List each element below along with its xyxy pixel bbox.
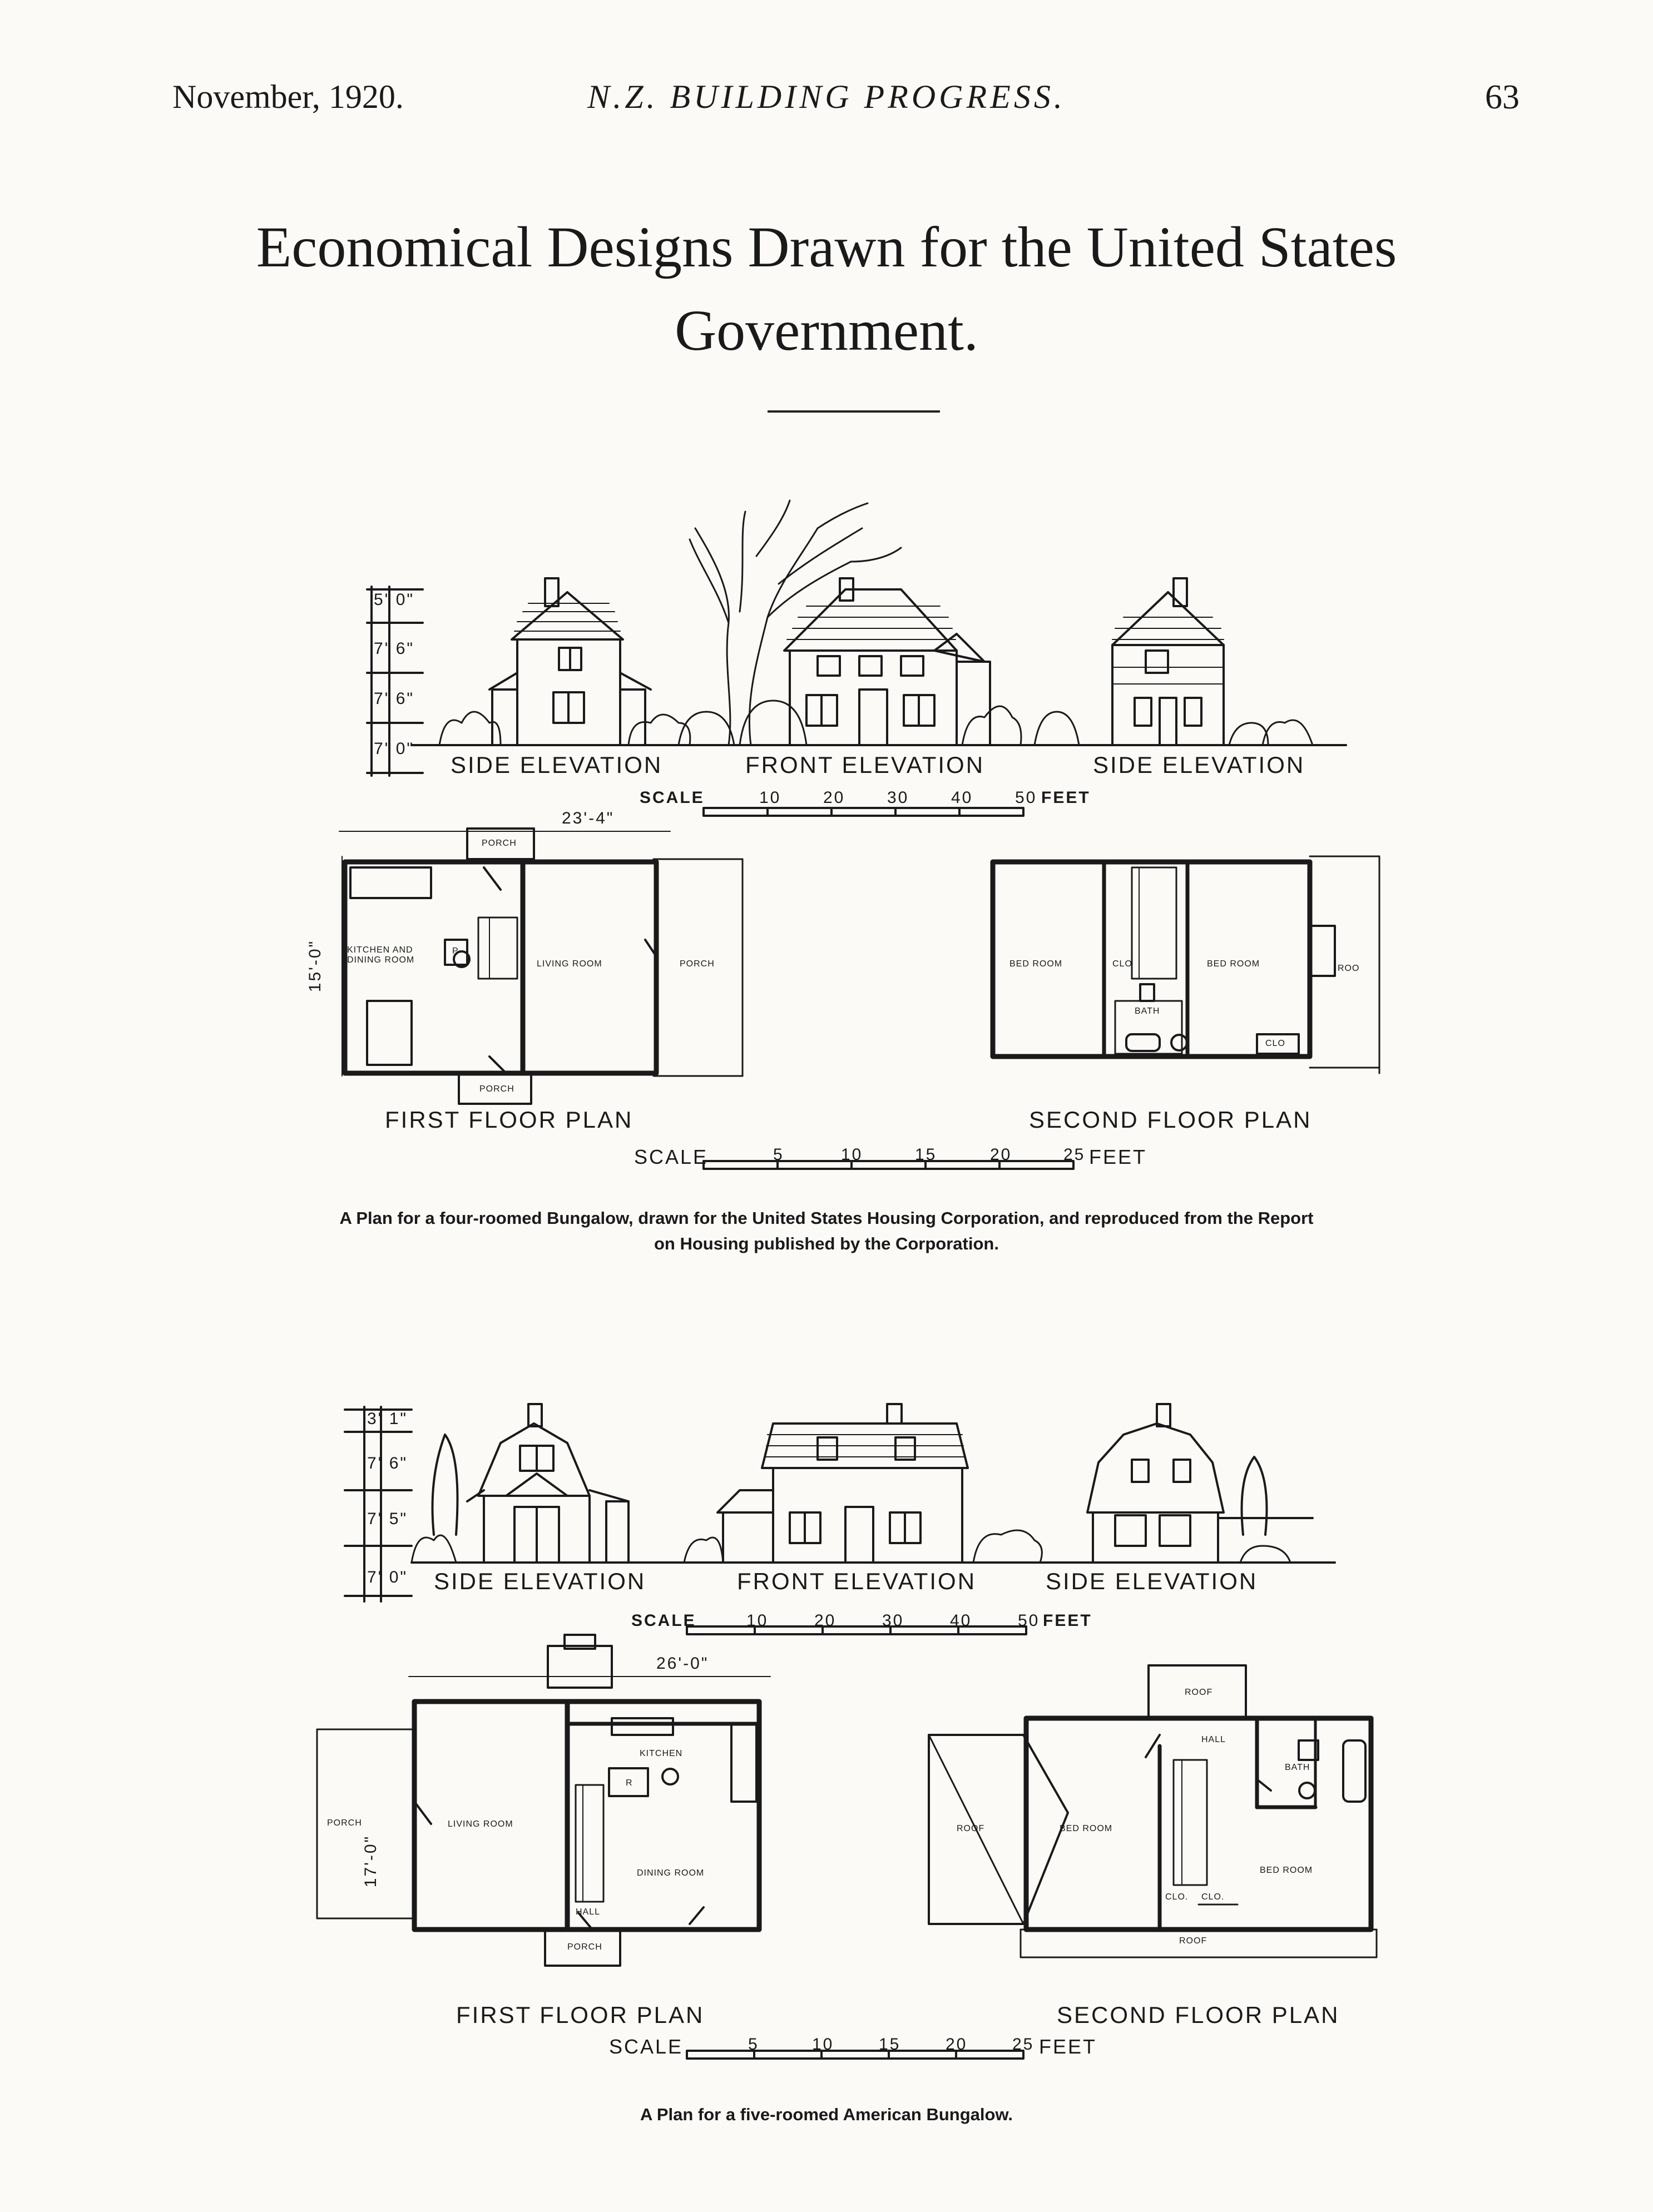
- page-number: 63: [1485, 78, 1520, 116]
- plan1-front-elevation-label: FRONT ELEVATION: [745, 752, 985, 778]
- plan1-caption-line-1: A Plan for a four-roomed Bungalow, drawn for the United States Housing Corporation, and reproduced from the Report: [339, 1208, 1314, 1228]
- plan1-roof-label: ROO: [1338, 964, 1360, 973]
- plan1-plan-scale-tick-15: 15: [915, 1145, 937, 1164]
- plan2-bed-room-right-label: BED ROOM: [1260, 1866, 1313, 1875]
- plan2-height-mark-3: 7' 5": [367, 1510, 408, 1528]
- plan2-hall-label: HALL: [576, 1907, 601, 1917]
- plan1-elev-scale-tick-20: 20: [823, 788, 845, 807]
- plan2-hall-upper-label: HALL: [1201, 1735, 1226, 1744]
- plan1-width-dimension: 23'-4": [562, 809, 615, 827]
- plan2-second-floor-title: SECOND FLOOR PLAN: [1057, 2002, 1340, 2028]
- plan2-side-elevation-left: [433, 1404, 629, 1563]
- plan2-elev-scale-tick-20: 20: [814, 1611, 837, 1630]
- plan2-side-elevation-left-label: SIDE ELEVATION: [434, 1568, 646, 1594]
- plan1-plan-scale-tick-5: 5: [773, 1145, 784, 1164]
- plan1-caption: [0, 1206, 1653, 1257]
- plan1-height-mark-3: 7' 6": [374, 690, 415, 708]
- plan1-bed-room-left-label: BED ROOM: [1009, 959, 1063, 969]
- plan1-plan-scale-tick-25: 25: [1063, 1145, 1086, 1164]
- article-title-line-1: Economical Designs Drawn for the United States: [256, 215, 1397, 279]
- plan1-side-elevation-left: [489, 578, 651, 745]
- plan2-elev-scale-tick-40: 40: [950, 1611, 972, 1630]
- plan1-front-elevation: [784, 578, 990, 745]
- plan1-second-floor-title: SECOND FLOOR PLAN: [1029, 1107, 1312, 1133]
- plan2-clo-2-label: CLO.: [1201, 1892, 1225, 1902]
- journal-title: N.Z. BUILDING PROGRESS.: [587, 78, 1066, 115]
- plan1-pantry-label: P: [452, 946, 459, 956]
- plan2-height-mark-1: 3' 1": [367, 1410, 408, 1428]
- plan1-kitchen-label-line-1: KITCHEN AND: [347, 945, 413, 955]
- plan1-height-mark-1: 5' 0": [374, 591, 415, 609]
- plan1-elev-scale-label: SCALE: [640, 788, 705, 807]
- issue-date: November, 1920.: [172, 78, 404, 115]
- plan2-dining-room-label: DINING ROOM: [637, 1868, 705, 1878]
- plan2-roof-bottom-label: ROOF: [1179, 1936, 1207, 1946]
- plan1-living-room-label: LIVING ROOM: [537, 959, 602, 969]
- plan2-elev-scale-tick-10: 10: [746, 1611, 769, 1630]
- plan2-porch-bottom-label: PORCH: [567, 1942, 602, 1952]
- plan2-kitchen-label: KITCHEN: [640, 1749, 683, 1758]
- plan2-plan-scale-unit: FEET: [1039, 2035, 1097, 2058]
- plan1-porch-top-label: PORCH: [482, 839, 517, 848]
- plan1-tree: [690, 500, 901, 745]
- plan2-living-room-label: LIVING ROOM: [448, 1819, 513, 1829]
- plan1-height-mark-4: 7' 0": [374, 740, 415, 758]
- plan2-side-elevation-right-label: SIDE ELEVATION: [1046, 1568, 1258, 1594]
- plan2-porch-side-label: PORCH: [327, 1818, 362, 1828]
- plan2-plan-scale-bar: [687, 2051, 1023, 2059]
- plan1-plan-scale-tick-20: 20: [990, 1145, 1012, 1164]
- plan2-plan-scale-tick-10: 10: [812, 2035, 834, 2054]
- plan1-elev-scale-tick-10: 10: [759, 788, 781, 807]
- plan2-front-elevation-label: FRONT ELEVATION: [737, 1568, 977, 1594]
- plan1-clo-label: CLO: [1112, 959, 1132, 969]
- plan2-plan-scale-tick-20: 20: [946, 2035, 968, 2054]
- plan1-height-mark-2: 7' 6": [374, 639, 415, 658]
- plan1-plan-scale-bar: [704, 1161, 1073, 1169]
- plan1-elev-scale-tick-50: 50: [1015, 788, 1037, 807]
- plan2-height-mark-4: 7' 0": [367, 1568, 408, 1586]
- plan1-side-elevation-right-label: SIDE ELEVATION: [1093, 752, 1305, 778]
- plan1-elev-scale-unit: FEET: [1041, 788, 1091, 807]
- plan2-elev-scale-tick-30: 30: [882, 1611, 904, 1630]
- plan1-kitchen-label-line-2: DINING ROOM: [347, 955, 415, 965]
- plan1-elev-scale-tick-30: 30: [887, 788, 909, 807]
- plan2-roof-left-label: ROOF: [957, 1824, 985, 1833]
- plan1-clo-small-label: CLO: [1265, 1039, 1285, 1048]
- plan2-roof-top-label: ROOF: [1185, 1688, 1213, 1697]
- plan2-height-mark-2: 7' 6": [367, 1454, 408, 1472]
- plan2-caption: A Plan for a five-roomed American Bungalow.: [640, 2105, 1013, 2124]
- plan1-elevation-scale-bar: [704, 808, 1023, 816]
- plan1-plan-scale-unit: FEET: [1089, 1145, 1147, 1168]
- plan2-bed-room-left-label: BED ROOM: [1060, 1824, 1113, 1833]
- plan2-bath-label: BATH: [1285, 1763, 1310, 1772]
- plan2-first-floor-title: FIRST FLOOR PLAN: [456, 2002, 705, 2028]
- plan2-plan-scale-tick-5: 5: [748, 2035, 759, 2054]
- plan1-bed-room-right-label: BED ROOM: [1207, 959, 1260, 969]
- plan2-elev-scale-label: SCALE: [631, 1611, 696, 1630]
- plan2-side-elevation-right: [1087, 1404, 1313, 1563]
- plan2-plan-scale-tick-15: 15: [879, 2035, 901, 2054]
- plan2-range-label: R: [626, 1778, 633, 1788]
- plan1-bath-label: BATH: [1135, 1006, 1160, 1016]
- plan2-width-dimension: 26'-0": [656, 1654, 709, 1673]
- plan1-depth-dimension: 15'-0": [306, 939, 325, 993]
- plan2-clo-1-label: CLO.: [1165, 1892, 1189, 1902]
- plan1-elev-scale-tick-40: 40: [951, 788, 973, 807]
- plan1-caption-line-2: on Housing published by the Corporation.: [654, 1234, 999, 1253]
- plan1-porch-bottom-label: PORCH: [479, 1084, 514, 1094]
- plan2-elev-scale-tick-50: 50: [1018, 1611, 1040, 1630]
- plan2-elevation-scale-bar: [687, 1626, 1026, 1634]
- plan2-second-floor-plan: [929, 1665, 1377, 1957]
- plan1-side-elevation-left-label: SIDE ELEVATION: [451, 752, 663, 778]
- plan1-side-elevation-right: [1112, 578, 1224, 745]
- plan2-plan-scale-tick-25: 25: [1012, 2035, 1035, 2054]
- plan1-plan-scale-tick-10: 10: [841, 1145, 863, 1164]
- plan1-porch-side-label: PORCH: [680, 959, 715, 969]
- plan2-elev-scale-unit: FEET: [1043, 1611, 1092, 1630]
- plan2-first-floor-plan: [317, 1635, 770, 1966]
- plan2-front-elevation: [717, 1404, 968, 1563]
- plan1-first-floor-title: FIRST FLOOR PLAN: [385, 1107, 634, 1133]
- plan2-depth-dimension: 17'-0": [362, 1834, 380, 1888]
- plan1-plan-scale-label: SCALE: [634, 1145, 709, 1168]
- plan2-plan-scale-label: SCALE: [609, 2035, 684, 2058]
- article-title-line-2: Government.: [675, 299, 978, 363]
